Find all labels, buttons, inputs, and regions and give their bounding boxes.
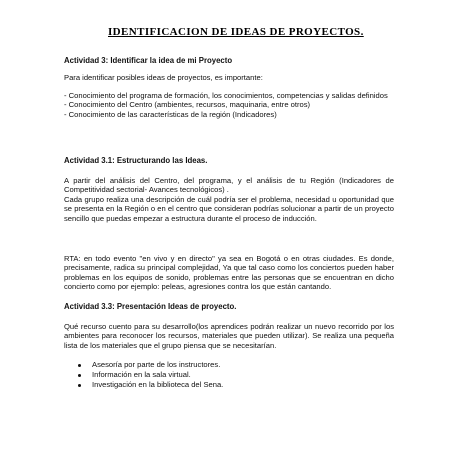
- list-item: Asesoría por parte de los instructores.: [78, 360, 378, 370]
- activity-3-heading: Actividad 3: Identificar la idea de mi Proyecto: [64, 56, 233, 65]
- activity-3-3-heading: Actividad 3.3: Presentación Ideas de proyecto.: [64, 302, 237, 311]
- activity-3-3-paragraph: Qué recurso cuento para su desarrollo(los aprendices podrán realizar un nuevo recorrido por los ambientes para reconocer los recursos, materiales que pueden utilizar). Se realiza una pequeña lista de los materiales que el grupo piensa que se necesitarían.: [64, 322, 394, 350]
- bullet-icon: [78, 384, 81, 387]
- activity-3-1-paragraph-2: Cada grupo realiza una descripción de cuál podría ser el problema, necesidad u oportunidad que se presenta en la Región o en el centro que consideran podrías solucionar a partir de un proyecto sencillo que puedas empezar a estructura durante el proceso de inducción.: [64, 194, 394, 223]
- activity-3-3-body: [64, 322, 394, 350]
- resources-list: [78, 360, 378, 390]
- activity-3-1-heading: Actividad 3.1: Estructurando las Ideas.: [64, 156, 208, 165]
- activity-3-3-section: [64, 302, 394, 311]
- activity-3-intro-block: [64, 73, 394, 82]
- bullet-icon: [78, 374, 81, 377]
- activity-3-1-paragraph-1: A partir del análisis del Centro, del programa, y el análisis de tu Región (Indicadores de Competitividad sectorial- Avances tecnológicos) .: [64, 176, 394, 195]
- activity-3-item-2: - Conocimiento del Centro (ambientes, recursos, maquinaria, entre otros): [64, 100, 311, 110]
- activity-3-1-section: [64, 156, 394, 165]
- activity-3-item-1: - Conocimiento del programa de formación, los conocimientos, competencias y salidas definidos: [64, 91, 388, 100]
- list-item: Información en la sala virtual.: [78, 370, 378, 380]
- activity-3-list: [64, 91, 394, 119]
- activity-3-1-body: [64, 176, 394, 223]
- list-item: Investigación en la biblioteca del Sena.: [78, 380, 378, 390]
- activity-3-intro: Para identificar posibles ideas de proyectos, es importante:: [64, 73, 263, 82]
- activity-3-item-3: - Conocimiento de las características de la región (Indicadores): [64, 109, 277, 119]
- activity-3-section: [64, 56, 394, 65]
- document-title: IDENTIFICACION DE IDEAS DE PROYECTOS.: [108, 26, 364, 38]
- answer-block: [64, 254, 394, 292]
- answer-paragraph: RTA: en todo evento "en vivo y en directo" ya sea en Bogotá o en otras ciudades. Es donde, precisamente, radica su principal complejidad, Ya que tal caso como los conciertos pueden haber problemas en los equipos de sonido, problemas entre las personas que se encuentran en dicho concierto como por ejemplo: peleas, agresiones contra los que están cantando.: [64, 254, 394, 292]
- bullet-icon: [78, 364, 81, 367]
